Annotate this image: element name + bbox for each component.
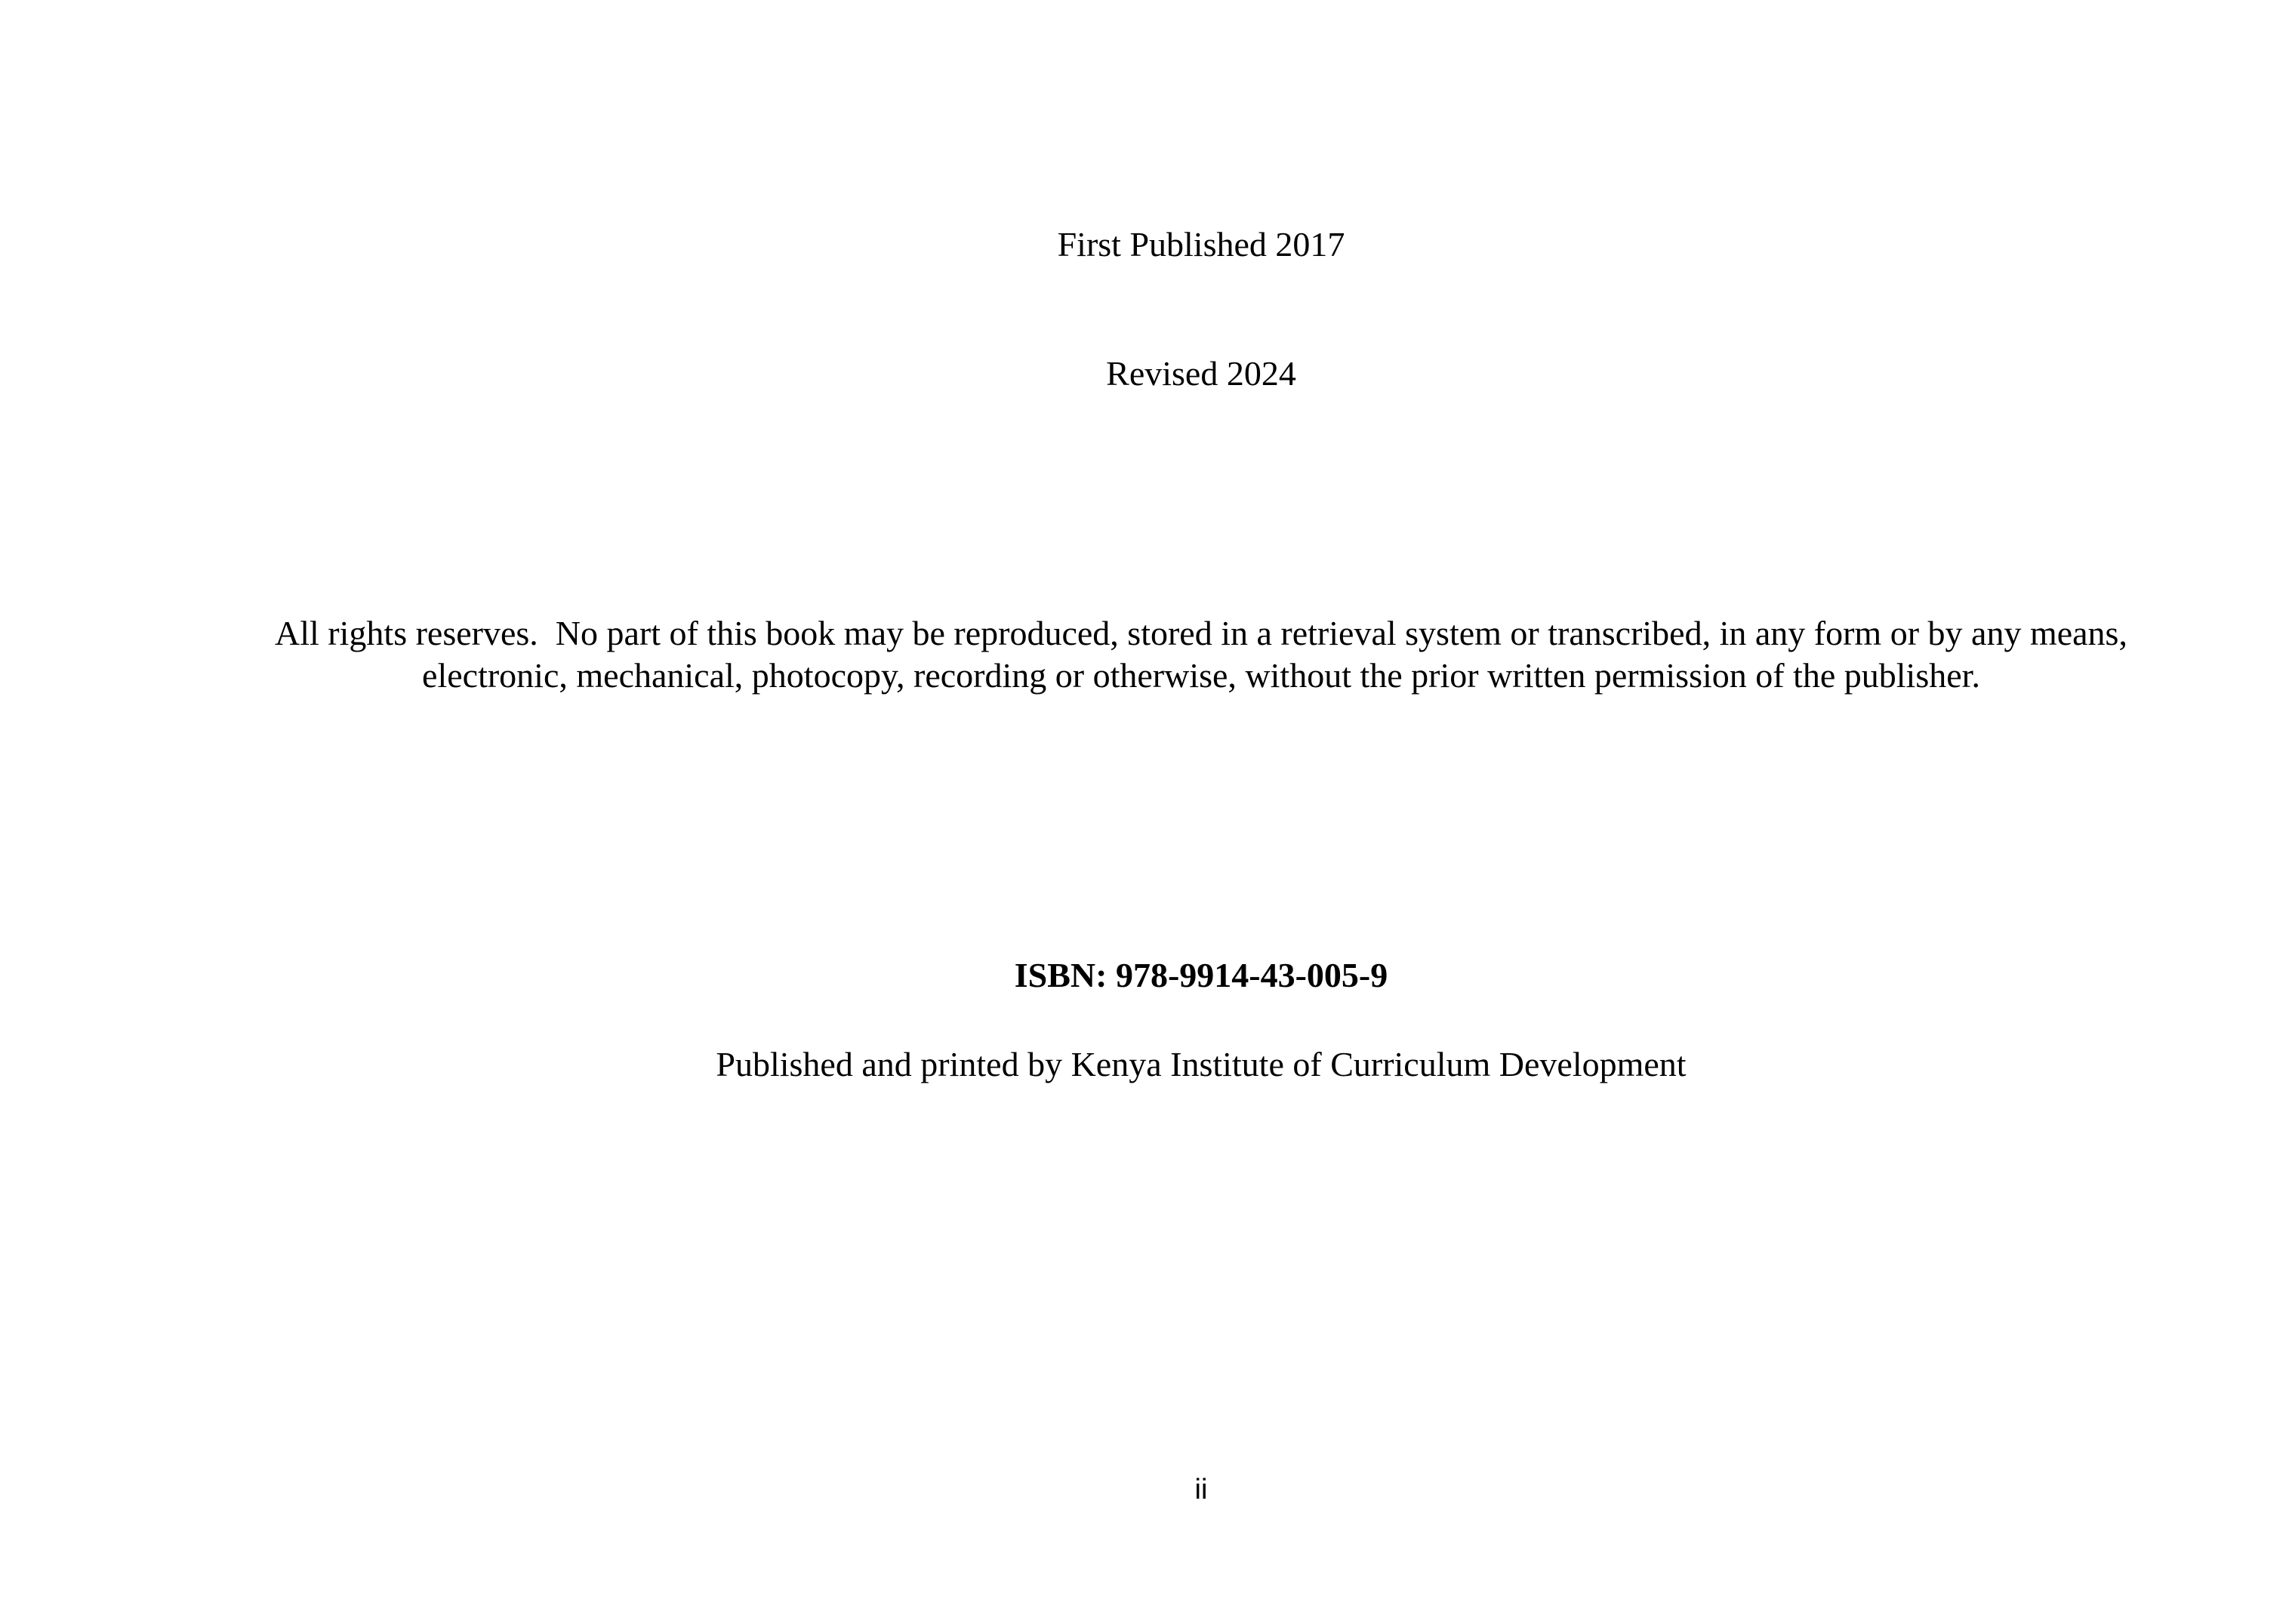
- rights-paragraph: All rights reserves. No part of this book may be reproduced, stored in a retrieval system or transcribed, in any form or by any means, electronic, mechanical, photocopy, recording or otherwise, without the prior written permission of the publisher.: [275, 614, 2127, 695]
- page-number: ii: [1194, 1474, 1208, 1505]
- first-published-line: First Published 2017: [1057, 225, 1345, 263]
- publisher-line: Published and printed by Kenya Institute of Curriculum Development: [716, 1045, 1687, 1083]
- revised-line: Revised 2024: [1106, 354, 1296, 393]
- isbn-line: ISBN: 978-9914-43-005-9: [1014, 956, 1388, 994]
